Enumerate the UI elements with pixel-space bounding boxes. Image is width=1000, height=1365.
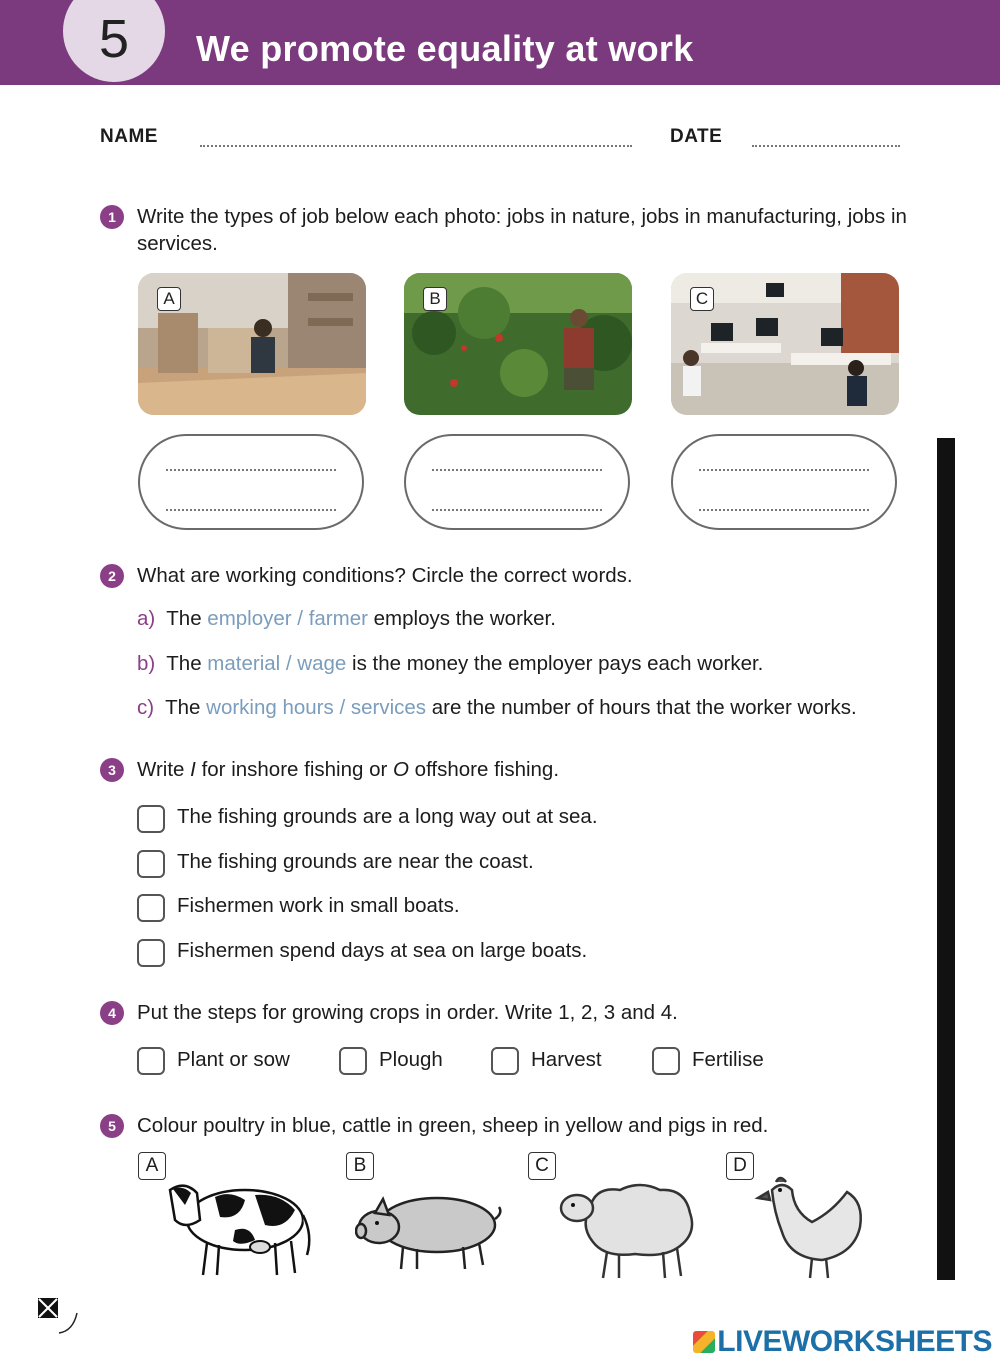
animal-tag: B	[346, 1152, 374, 1180]
word-options[interactable]: working hours / services	[206, 696, 427, 719]
step-label: Plant or sow	[177, 1048, 290, 1071]
answer-checkbox[interactable]	[137, 894, 165, 922]
statement-text: Fishermen spend days at sea on large boats.	[177, 939, 588, 962]
photo-tag: C	[690, 287, 714, 311]
step-checkbox[interactable]	[491, 1047, 519, 1075]
word-options[interactable]: material / wage	[207, 652, 347, 675]
question-number: 2	[100, 564, 124, 588]
list-item: b) The material / wage is the money the employer pays each worker.	[137, 652, 764, 675]
step-label: Fertilise	[692, 1048, 764, 1071]
answer-checkbox[interactable]	[137, 805, 165, 833]
statement-text: The fishing grounds are a long way out at sea.	[177, 805, 598, 828]
animal-tag: A	[138, 1152, 166, 1180]
answer-checkbox[interactable]	[137, 850, 165, 878]
sheep-drawing[interactable]	[555, 1178, 700, 1283]
name-label: NAME	[100, 126, 158, 147]
animal-tag: C	[528, 1152, 556, 1180]
page-title: We promote equality at work	[196, 28, 694, 69]
unit-number: 5	[63, 0, 165, 82]
word-options[interactable]: employer / farmer	[207, 607, 368, 630]
hen-drawing[interactable]	[752, 1172, 872, 1284]
pig-drawing[interactable]	[355, 1185, 505, 1275]
animal-tag: D	[726, 1152, 754, 1180]
date-label: DATE	[670, 126, 723, 147]
statement-text: The fishing grounds are near the coast.	[177, 850, 534, 873]
statement-text: Fishermen work in small boats.	[177, 894, 460, 917]
cow-drawing[interactable]	[155, 1175, 315, 1283]
answer-oval[interactable]	[138, 434, 364, 530]
question-number: 4	[100, 1001, 124, 1025]
name-field[interactable]	[200, 145, 632, 147]
decorative-strip	[937, 438, 955, 1280]
list-item: c) The working hours / services are the number of hours that the worker works.	[137, 696, 857, 719]
step-checkbox[interactable]	[137, 1047, 165, 1075]
liveworksheets-logo: LIVEWORKSHEETS	[693, 1325, 992, 1359]
step-checkbox[interactable]	[652, 1047, 680, 1075]
question-number: 3	[100, 758, 124, 782]
question-5-text: Colour poultry in blue, cattle in green, sheep in yellow and pigs in red.	[137, 1114, 769, 1137]
question-4-text: Put the steps for growing crops in order. Write 1, 2, 3 and 4.	[137, 1001, 678, 1024]
step-checkbox[interactable]	[339, 1047, 367, 1075]
answer-oval[interactable]	[671, 434, 897, 530]
question-3-text: Write I for inshore fishing or O offshore fishing.	[137, 758, 560, 781]
corner-marker-icon	[37, 1297, 81, 1337]
question-number: 5	[100, 1114, 124, 1138]
step-label: Plough	[379, 1048, 443, 1071]
date-field[interactable]	[752, 145, 900, 147]
answer-oval[interactable]	[404, 434, 630, 530]
question-1-text: Write the types of job below each photo: jobs in nature, jobs in manufacturing, jobs in services.	[137, 205, 907, 255]
logo-icon	[693, 1331, 715, 1353]
list-item: a) The employer / farmer employs the worker.	[137, 607, 556, 630]
photo-tag: A	[157, 287, 181, 311]
question-2-text: What are working conditions? Circle the correct words.	[137, 564, 633, 587]
photo-tag: B	[423, 287, 447, 311]
step-label: Harvest	[531, 1048, 602, 1071]
answer-checkbox[interactable]	[137, 939, 165, 967]
question-number: 1	[100, 205, 124, 229]
